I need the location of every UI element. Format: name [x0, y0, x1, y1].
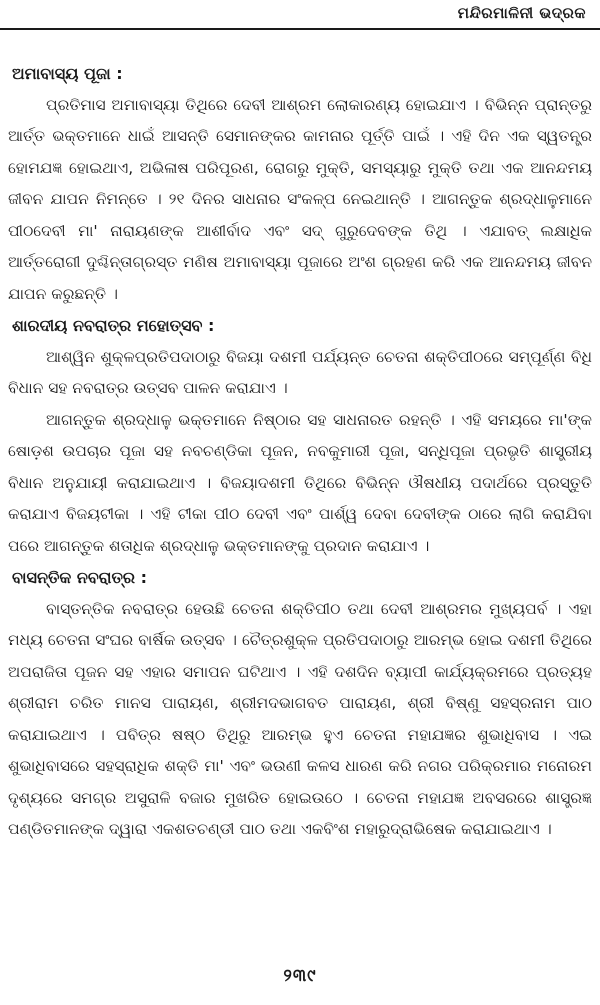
- section-heading: ବାସନ୍ତିକ ନବରାତ୍ର :: [12, 568, 147, 587]
- section-sharadiya-navaratra: [8, 310, 592, 562]
- paragraph: ଆଗନ୍ତୁକ ଶ୍ରଦ୍ଧାଳୁ ଭକ୍ତମାନେ ନିଷ୍ଠାର ସହ ସାଧନାରତ ରହନ୍ତି । ଏହି ସମୟରେ ମା'ଙ୍କ ଷୋଡ଼ଶ ଉପଚାର ପୂଜା ସହ ନବଚଣ୍ଡିକା ପୂଜନ, ନବକୁମାରୀ ପୂଜା, ସନ୍ଧିପୂଜା ପ୍ରଭୃତି ଶାସ୍ତ୍ରୀୟ ବିଧାନ ଅନୁଯାୟୀ କରାଯାଇଥାଏ । ବିଜୟାଦଶମୀ ତିଥିରେ ବିଭିନ୍ନ ଔଷଧୀୟ ପଦାର୍ଥରେ ପ୍ରସ୍ତୁତି କରାଯାଏ ବିଜୟଟୀକା । ଏହି ଟୀକା ପୀଠ ଦେବୀ ଏବଂ ପାର୍ଶ୍ୱ ଦେବା ଦେବୀଙ୍କ ଠାରେ ଲାଗି କରାଯିବା ପରେ ଆଗନ୍ତୁକ ଶତାଧିକ ଶ୍ରଦ୍ଧାଳୁ ଭକ୍ତମାନଙ୍କୁ ପ୍ରଦାନ କରାଯାଏ ।: [8, 410, 592, 555]
- section-heading: ଶାରଦୀୟ ନବରାତ୍ର ମହୋତ୍ସବ :: [12, 316, 215, 335]
- page-body: [8, 58, 592, 846]
- paragraph: ପ୍ରତିମାସ ଅମାବାସ୍ୟା ତିଥିରେ ଦେବୀ ଆଶ୍ରମ ଲୋକାରଣ୍ୟ ହୋଇଯାଏ । ବିଭିନ୍ନ ପ୍ରାନ୍ତରୁ ଆର୍ତ୍ତ ଭକ୍ତମାନେ ଧାଇଁ ଆସନ୍ତି ସେମାନଙ୍କର କାମନାର ପୂର୍ତ୍ତି ପାଇଁ । ଏହି ଦିନ ଏକ ସ୍ୱତନ୍ତ୍ର ହୋମଯଜ୍ଞ ହୋଇଥାଏ, ଅଭିଳାଷ ପରିପୂରଣ, ରୋଗରୁ ମୁକ୍ତି, ସମସ୍ୟାରୁ ମୁକ୍ତି ତଥା ଏକ ଆନନ୍ଦମୟ ଜୀବନ ଯାପନ ନିମନ୍ତେ । ୨୧ ଦିନର ସାଧନାର ସଂକଳ୍ପ ନେଇଥାନ୍ତି । ଆଗନ୍ତୁକ ଶ୍ରଦ୍ଧାଳୁମାନେ ପୀଠଦେବୀ ମା' ନାରାୟଣଙ୍କ ଆଶୀର୍ବାଦ ଏବଂ ସଦ୍ ଗୁରୁଦେବଙ୍କ ତିଥି । ଏଯାବତ୍ ଲକ୍ଷାଧିକ ଆର୍ତ୍ତରୋଗୀ ଦୁଶ୍ଚିନ୍ତାଗ୍ରସ୍ତ ମଣିଷ ଅମାବାସ୍ୟା ପୂଜାରେ ଅଂଶ ଗ୍ରହଣ କରି ଏକ ଆନନ୍ଦମୟ ଜୀବନ ଯାପନ କରୁଛନ୍ତି ।: [8, 95, 592, 303]
- section-basantika-navaratra: [8, 562, 592, 846]
- section-heading: ଅମାବାସ୍ୟ ପୂଜା :: [12, 64, 123, 83]
- running-header: ମନ୍ଦିରମାଳିନୀ ଭଦ୍ରକ: [457, 4, 586, 22]
- page-number: ୨୩୯: [283, 966, 317, 986]
- header-rule: [0, 28, 600, 30]
- section-amavasya-puja: [8, 58, 592, 310]
- paragraph: ଆଶ୍ୱିନ ଶୁକ୍ଳପ୍ରତିପଦାଠାରୁ ବିଜୟା ଦଶମୀ ପର୍ଯ୍ୟନ୍ତ ଚେତନା ଶକ୍ତିପୀଠରେ ସମ୍ପୂର୍ଣ୍ଣ ବିଧି ବିଧାନ ସହ ନବରାତ୍ର ଉତ୍ସବ ପାଳନ କରାଯାଏ ।: [8, 347, 592, 397]
- paragraph: ବାସ୍ତନ୍ତିକ ନବରାତ୍ର ହେଉଛି ଚେତନା ଶକ୍ତିପୀଠ ତଥା ଦେବୀ ଆଶ୍ରମର ମୁଖ୍ୟପର୍ବ । ଏହା ମଧ୍ୟ ଚେତନା ସଂଘର ବାର୍ଷିକ ଉତ୍ସବ । ଚୈତ୍ରଶୁକ୍ଳ ପ୍ରତିପଦାଠାରୁ ଆରମ୍ଭ ହୋଇ ଦଶମୀ ତିଥିରେ ଅପରାଜିତା ପୂଜନ ସହ ଏହାର ସମାପନ ଘଟିଥାଏ । ଏହି ଦଶଦିନ ବ୍ୟାପୀ କାର୍ଯ୍ୟକ୍ରମରେ ପ୍ରତ୍ୟହ ଶ୍ରୀରାମ ଚରିତ ମାନସ ପାରାୟଣ, ଶ୍ରୀମଦଭାଗବତ ପାରାୟଣ, ଶ୍ରୀ ବିଷ୍ଣୁ ସହସ୍ରନାମ ପାଠ କରାଯାଇଥାଏ । ପବିତ୍ର ଷଷ୍ଠ ତିଥିରୁ ଆରମ୍ଭ ହୁଏ ଚେତନା ମହାଯଜ୍ଞର ଶୁଭାଧିବାସ । ଏଇ ଶୁଭାଧିବାସରେ ସହସ୍ରାଧିକ ଶକ୍ତି ମା' ଏବଂ ଭଉଣୀ କଳସ ଧାରଣ କରି ନଗର ପରିକ୍ରମାର ମନୋରମ ଦୃଶ୍ୟରେ ସମଗ୍ର ଅସୁରାଳି ବଜାର ମୁଖରିତ ହୋଇଉଠେ । ଚେତନା ମହାଯଜ୍ଞ ଅବସରରେ ଶାସ୍ତ୍ରଜ୍ଞ ପଣ୍ଡିତମାନଙ୍କ ଦ୍ୱାରା ଏକଶତଚଣ୍ଡୀ ପାଠ ତଥା ଏକବିଂଶ ମହାରୁଦ୍ରାଭିଷେକ କରାଯାଇଥାଏ ।: [8, 599, 592, 838]
